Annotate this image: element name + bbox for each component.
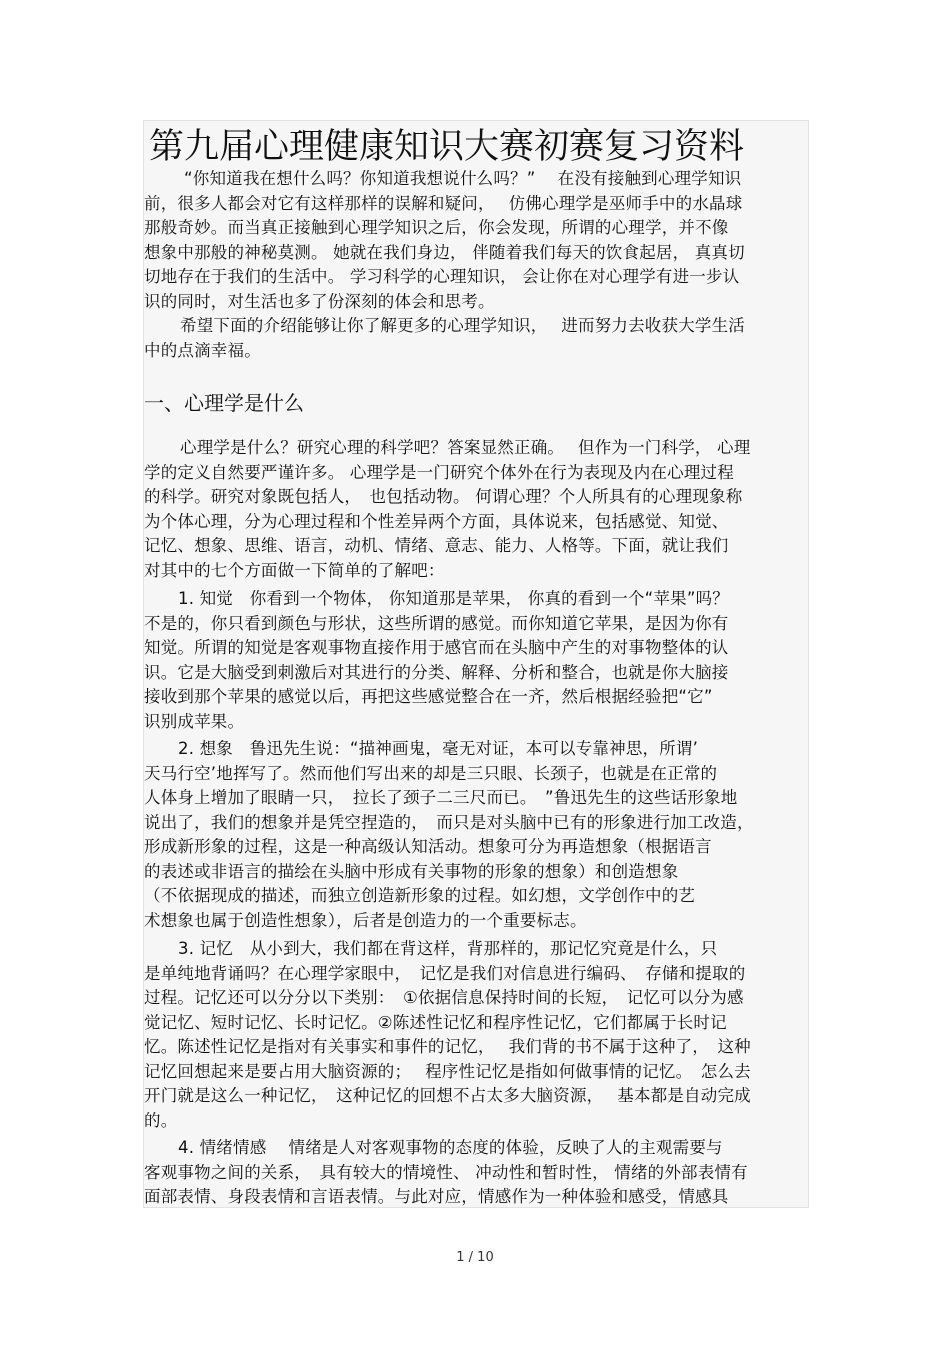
item4-lines-line: 面部表情、身段表情和言语表情。与此对应，情感作为一种体验和感受，情感具	[144, 1187, 729, 1206]
item1-lines-line: 识。它是大脑受到刺激后对其进行的分类、解释、分析和整合，也就是你大脑接	[144, 662, 729, 682]
document-title: 第九届心理健康知识大赛初赛复习资料	[149, 127, 745, 167]
intro-lines-line: “你知道我在想什么吗？你知道我想说什么吗？” 在没有接触到心理学知识	[184, 169, 742, 188]
item4-lines-line: 4. 情绪情感 情绪是人对客观事物的态度的体验，反映了人的主观需要与	[178, 1138, 723, 1157]
item3-lines-line: 忆。陈述性记忆是指对有关事实和事件的记忆， 我们背的书不属于这种了， 这种	[144, 1037, 751, 1056]
section-heading: 一、心理学是什么	[144, 391, 304, 415]
item2-lines-line: 的表述或非语言的描绘在头脑中形成有关事物的形象的想象）和创造想象	[144, 861, 679, 881]
section1-lines-line: 学的定义自然要严谨许多。 心理学是一门研究个体外在行为表现及内在心理过程	[144, 462, 734, 482]
item3-lines-line: 开门就是这么一种记忆， 这种记忆的回想不占太多大脑资源， 基本都是自动完成	[144, 1086, 751, 1105]
intro-lines-line: 想象中那般的神秘莫测。 她就在我们身边， 伴随着我们每天的饮食起居， 真真切	[144, 242, 745, 262]
item2-lines-line: 人体身上增加了眼睛一只， 拉长了颈子二三尺而已。 ”鲁迅先生的这些话形象地	[144, 788, 738, 807]
intro-lines-line: 识的同时，对生活也多了份深刻的体会和思考。	[144, 291, 495, 311]
intro-lines-line: 希望下面的介绍能够让你了解更多的心理学知识， 进而努力去收获大学生活	[180, 316, 745, 335]
section1-lines-line: 的科学。研究对象既包括人， 也包括动物。 何谓心理？个人所具有的心理现象称	[144, 487, 743, 506]
item2-lines-line: 天马行空’地挥写了。然而他们写出来的却是三只眼、长颈子，也就是在正常的	[144, 763, 718, 783]
item2-lines-line: 术想象也属于创造性想象），后者是创造力的一个重要标志。	[144, 910, 587, 930]
item2-lines-line: 形成新形象的过程，这是一种高级认知活动。想象可分为再造想象（根据语言	[144, 837, 712, 856]
item3-lines-line: 记忆回想起来是要占用大脑资源的； 程序性记忆是指如何做事情的记忆。 怎么去	[144, 1061, 751, 1081]
intro-lines-line: 那般奇妙。而当真正接触到心理学知识之后，你会发现，所谓的心理学，并不像	[144, 218, 729, 237]
section1-lines-line: 记忆、想象、思维、语言，动机、情绪、意志、能力、人格等。下面，就让我们	[144, 536, 729, 555]
item1-lines-line: 不是的，你只看到颜色与形状，这些所谓的感觉。而你知道它苹果，是因为你有	[144, 613, 729, 633]
item2-lines-line: （不依据现成的描述，而独立创造新形象的过程。如幻想，文学创作中的艺	[144, 886, 696, 905]
intro-lines-line: 切地存在于我们的生活中。 学习科学的心理知识， 会让你在对心理学有进一步认	[144, 267, 740, 286]
item1-lines-line: 识别成苹果。	[144, 711, 245, 731]
item3-lines-line: 过程。记忆还可以分分以下类别： ①依据信息保持时间的长短， 记忆可以分为感	[144, 988, 744, 1007]
item2-lines-line: 2. 想象 鲁迅先生说：“描神画鬼，毫无对证，本可以专靠神思，所谓’	[178, 739, 699, 758]
item1-lines-line: 接收到那个苹果的感觉以后，再把这些感觉整合在一齐，然后根据经验把“它”	[144, 687, 713, 706]
item3-lines-line: 是单纯地背诵吗？在心理学家眼中， 记忆是我们对信息进行编码、 存储和提取的	[144, 963, 746, 983]
item3-lines-line: 觉记忆、短时记忆、长时记忆。②陈述性记忆和程序性记忆，它们都属于长时记	[144, 1012, 727, 1032]
item1-lines-line: 知觉。所谓的知觉是客观事物直接作用于感官而在头脑中产生的对事物整体的认	[144, 638, 729, 657]
item1-lines-line: 1. 知觉 你看到一个物体， 你知道那是苹果， 你真的看到一个“苹果”吗？	[178, 589, 729, 608]
section1-lines-line: 为个体心理，分为心理过程和个性差异两个方面，具体说来，包括感觉、知觉、	[144, 511, 729, 531]
intro-lines-line: 前，很多人都会对它有这样那样的误解和疑问， 仿佛心理学是巫师手中的水晶球	[144, 193, 743, 213]
intro-lines-line: 中的点滴幸福。	[144, 340, 261, 360]
item4-lines-line: 客观事物之间的关系， 具有较大的情境性、 冲动性和暂时性， 情绪的外部表情有	[144, 1162, 748, 1182]
item3-lines-line: 3. 记忆 从小到大，我们都在背这样，背那样的，那记忆究竟是什么，只	[178, 939, 718, 958]
item2-lines-line: 说出了，我们的想象并是凭空捏造的， 而只是对头脑中已有的形象进行加工改造，	[144, 812, 754, 832]
page-indicator: 1 / 10	[456, 1250, 494, 1265]
item3-lines-line: 的。	[144, 1110, 178, 1130]
section1-lines-line: 心理学是什么？研究心理的科学吧？答案显然正确。 但作为一门科学， 心理	[180, 438, 751, 457]
document-page	[143, 120, 809, 1208]
section1-lines-line: 对其中的七个方面做一下简单的了解吧：	[144, 560, 445, 580]
